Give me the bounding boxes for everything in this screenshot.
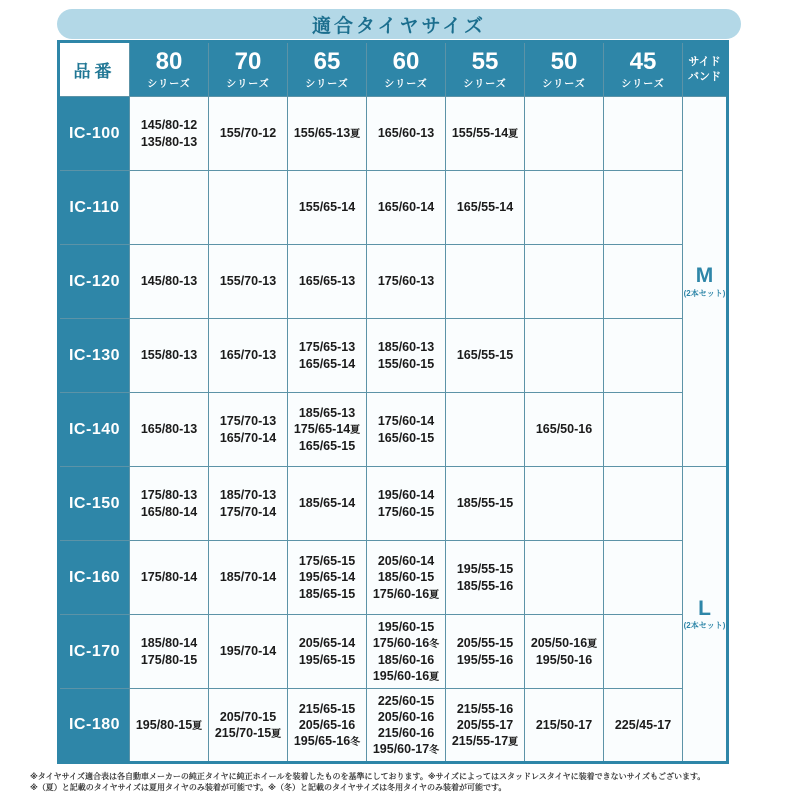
tire-size-cell xyxy=(367,541,446,615)
tire-size-cell xyxy=(446,393,525,467)
tire-size-cell xyxy=(367,319,446,393)
tire-size: 185/65-13 xyxy=(298,406,356,421)
tire-size-cell xyxy=(130,467,209,541)
table-body xyxy=(59,97,728,763)
tire-size-cell xyxy=(604,97,683,171)
season-mark: 夏 xyxy=(429,589,440,601)
tire-size: 195/55-16 xyxy=(456,652,514,667)
tire-size-table xyxy=(57,40,729,764)
series-number: 50 xyxy=(550,48,578,76)
tire-size-cell xyxy=(604,541,683,615)
footnote-line-2: ※（夏）と記載のタイヤサイズは夏用タイヤのみ装着が可能です。※（冬）と記載のタイヤサイズは冬用タイヤのみ装着が可能です。 xyxy=(30,783,507,793)
tire-size: 175/65-14夏 xyxy=(293,422,361,437)
tire-size-cell xyxy=(288,319,367,393)
tire-size-cell xyxy=(525,171,604,245)
tire-size: 165/55-15 xyxy=(456,348,514,363)
tire-size-cell xyxy=(288,467,367,541)
season-mark: 夏 xyxy=(587,639,598,651)
tire-size: 205/55-17 xyxy=(456,717,514,732)
tire-size: 205/60-16 xyxy=(377,709,435,724)
tire-size: 215/65-15 xyxy=(298,701,356,716)
column-header-45 xyxy=(604,42,683,97)
tire-size: 165/70-14 xyxy=(219,430,277,445)
tire-size: 195/65-15 xyxy=(298,652,356,667)
tire-size: 185/55-15 xyxy=(456,496,514,511)
tire-size-cell xyxy=(288,541,367,615)
tire-size-cell xyxy=(130,97,209,171)
tire-size-cell xyxy=(367,171,446,245)
tire-size-cell xyxy=(367,245,446,319)
part-number-ic-100: IC-100 xyxy=(59,97,130,171)
tire-size-cell xyxy=(604,689,683,763)
tire-size: 165/65-13 xyxy=(298,274,356,289)
tire-size-cell xyxy=(367,97,446,171)
table-row xyxy=(59,615,728,689)
tire-size-cell xyxy=(209,615,288,689)
tire-size: 205/70-15 xyxy=(219,709,277,724)
tire-size-cell xyxy=(288,97,367,171)
column-header-60 xyxy=(367,42,446,97)
part-number-ic-170: IC-170 xyxy=(59,615,130,689)
tire-size: 185/70-13 xyxy=(219,488,277,503)
tire-size: 185/65-15 xyxy=(298,586,356,601)
tire-size-cell xyxy=(209,541,288,615)
table-row xyxy=(59,689,728,763)
tire-size: 155/60-15 xyxy=(377,356,435,371)
tire-size-cell xyxy=(446,97,525,171)
tire-size-cell xyxy=(604,615,683,689)
series-number: 70 xyxy=(234,48,262,76)
tire-size: 195/50-16 xyxy=(535,652,593,667)
footnotes xyxy=(30,771,792,793)
header-row xyxy=(59,42,728,97)
table-header xyxy=(59,42,728,97)
tire-size: 175/60-14 xyxy=(377,414,435,429)
tire-size: 185/60-13 xyxy=(377,340,435,355)
part-number-ic-130: IC-130 xyxy=(59,319,130,393)
part-number-header: 品番 xyxy=(59,42,130,97)
tire-size-cell xyxy=(209,689,288,763)
tire-size-cell xyxy=(525,393,604,467)
series-number: 60 xyxy=(392,48,420,76)
tire-size: 215/70-15夏 xyxy=(214,726,282,740)
sideband-size-label: L xyxy=(698,596,711,620)
tire-size: 185/70-14 xyxy=(219,570,277,585)
tire-size: 195/55-15 xyxy=(456,562,514,577)
season-mark: 夏 xyxy=(271,729,282,740)
column-header-65 xyxy=(288,42,367,97)
tire-size: 225/45-17 xyxy=(614,717,672,732)
tire-size-cell xyxy=(288,393,367,467)
tire-size: 165/80-14 xyxy=(140,504,198,519)
tire-size-cell xyxy=(446,319,525,393)
table-row xyxy=(59,97,728,171)
series-label: シリーズ xyxy=(226,78,270,90)
tire-size: 165/50-16 xyxy=(535,422,593,437)
series-label: シリーズ xyxy=(542,78,586,90)
tire-size: 205/65-16 xyxy=(298,717,356,732)
tire-size-cell xyxy=(446,615,525,689)
tire-size-cell xyxy=(525,245,604,319)
tire-size: 175/80-13 xyxy=(140,488,198,503)
season-mark: 夏 xyxy=(350,425,361,437)
tire-size: 175/65-15 xyxy=(298,554,356,569)
tire-size: 215/55-16 xyxy=(456,701,514,716)
tire-size: 175/65-13 xyxy=(298,340,356,355)
tire-size-cell xyxy=(209,245,288,319)
part-number-ic-180: IC-180 xyxy=(59,689,130,763)
tire-size: 135/80-13 xyxy=(140,134,198,149)
tire-size: 185/55-16 xyxy=(456,578,514,593)
tire-size-cell xyxy=(209,97,288,171)
season-mark: 冬 xyxy=(429,639,440,651)
table-row xyxy=(59,541,728,615)
tire-size-cell xyxy=(446,467,525,541)
tire-size: 195/60-17冬 xyxy=(372,742,440,757)
series-number: 80 xyxy=(155,48,183,76)
part-number-ic-140: IC-140 xyxy=(59,393,130,467)
tire-size: 165/65-14 xyxy=(298,356,356,371)
sideband-header-line1: サイド xyxy=(688,56,721,69)
tire-size-cell xyxy=(446,171,525,245)
series-label: シリーズ xyxy=(384,78,428,90)
tire-size: 175/80-15 xyxy=(140,652,198,667)
tire-size-cell xyxy=(446,541,525,615)
tire-size-cell xyxy=(130,541,209,615)
sideband-header xyxy=(683,42,728,97)
tire-size: 195/70-14 xyxy=(219,644,277,659)
table-row xyxy=(59,467,728,541)
tire-size-cell xyxy=(209,393,288,467)
tire-size: 185/65-14 xyxy=(298,496,356,511)
tire-size: 215/55-17夏 xyxy=(451,734,519,749)
tire-size-cell xyxy=(367,467,446,541)
series-label: シリーズ xyxy=(147,78,191,90)
tire-size-cell xyxy=(604,171,683,245)
tire-size: 165/60-13 xyxy=(377,126,435,141)
tire-size-cell xyxy=(604,393,683,467)
sideband-l-cell xyxy=(683,467,728,763)
tire-size: 175/60-16冬 xyxy=(372,636,440,651)
tire-size: 175/70-13 xyxy=(219,414,277,429)
tire-size: 195/65-16冬 xyxy=(293,734,361,749)
tire-size-cell xyxy=(288,689,367,763)
tire-size: 205/50-16夏 xyxy=(530,636,598,651)
sideband-set-label: (2本セット) xyxy=(683,621,726,631)
tire-size: 225/60-15 xyxy=(377,693,435,708)
series-label: シリーズ xyxy=(463,78,507,90)
tire-size: 195/65-14 xyxy=(298,570,356,585)
tire-size-cell xyxy=(209,171,288,245)
column-header-55 xyxy=(446,42,525,97)
season-mark: 夏 xyxy=(508,737,519,749)
series-label: シリーズ xyxy=(621,78,665,90)
sideband-m-cell xyxy=(683,97,728,467)
tire-size-cell xyxy=(525,541,604,615)
tire-size-cell xyxy=(288,615,367,689)
tire-size-cell xyxy=(604,319,683,393)
tire-size: 155/80-13 xyxy=(140,348,198,363)
tire-size: 185/60-16 xyxy=(377,652,435,667)
tire-size-cell xyxy=(130,319,209,393)
tire-size: 175/60-16夏 xyxy=(372,586,440,601)
table-row xyxy=(59,171,728,245)
season-mark: 夏 xyxy=(192,720,203,732)
tire-size: 205/60-14 xyxy=(377,554,435,569)
tire-size-cell xyxy=(525,689,604,763)
tire-size-cell xyxy=(446,245,525,319)
tire-size: 195/60-14 xyxy=(377,488,435,503)
sideband-header-line2: バンド xyxy=(688,70,721,83)
tire-size: 165/60-15 xyxy=(377,430,435,445)
tire-size: 155/70-13 xyxy=(219,274,277,289)
season-mark: 夏 xyxy=(429,671,440,683)
tire-size-cell xyxy=(130,615,209,689)
tire-size-cell xyxy=(130,393,209,467)
column-header-80 xyxy=(130,42,209,97)
tire-size: 195/60-16夏 xyxy=(372,668,440,683)
tire-size: 165/65-15 xyxy=(298,438,356,453)
season-mark: 夏 xyxy=(508,129,519,141)
tire-size: 155/65-14 xyxy=(298,200,356,215)
tire-size: 205/65-14 xyxy=(298,636,356,651)
sideband-set-label: (2本セット) xyxy=(683,288,726,298)
part-number-ic-160: IC-160 xyxy=(59,541,130,615)
tire-size-cell xyxy=(525,319,604,393)
sideband-size-label: M xyxy=(695,264,714,288)
tire-size: 155/70-12 xyxy=(219,126,277,141)
table-title: 適合タイヤサイズ xyxy=(311,15,487,37)
table-row xyxy=(59,393,728,467)
tire-size-cell xyxy=(288,171,367,245)
tire-size-cell xyxy=(446,689,525,763)
column-header-50 xyxy=(525,42,604,97)
tire-size: 165/80-13 xyxy=(140,422,198,437)
tire-size: 165/60-14 xyxy=(377,200,435,215)
series-number: 55 xyxy=(471,48,499,76)
tire-size-cell xyxy=(130,245,209,319)
tire-size: 165/55-14 xyxy=(456,200,514,215)
series-label: シリーズ xyxy=(305,78,349,90)
series-number: 45 xyxy=(629,48,657,76)
tire-size: 195/60-15 xyxy=(377,620,435,634)
table-title-bar xyxy=(57,9,741,39)
tire-size-cell xyxy=(367,689,446,763)
tire-size: 155/65-13夏 xyxy=(293,126,361,141)
tire-size-cell xyxy=(130,171,209,245)
tire-size: 175/80-14 xyxy=(140,570,198,585)
tire-size-cell xyxy=(525,615,604,689)
tire-size-cell xyxy=(367,393,446,467)
tire-size-cell xyxy=(604,245,683,319)
tire-size: 145/80-13 xyxy=(140,274,198,289)
tire-size-cell xyxy=(130,689,209,763)
tire-size-cell xyxy=(525,97,604,171)
tire-size: 175/60-15 xyxy=(377,504,435,519)
tire-size-cell xyxy=(367,615,446,689)
tire-size: 185/80-14 xyxy=(140,636,198,651)
tire-size: 185/60-15 xyxy=(377,570,435,585)
footnote-line-1: ※タイヤサイズ適合表は各自動車メーカーの純正タイヤに純正ホイールを装着したものを基準にしております。※サイズによってはスタッドレスタイヤに装着できないサイズもございます。 xyxy=(30,772,706,781)
season-mark: 夏 xyxy=(350,129,361,141)
column-header-70 xyxy=(209,42,288,97)
part-number-ic-110: IC-110 xyxy=(59,171,130,245)
table-row xyxy=(59,245,728,319)
tire-size-cell xyxy=(604,467,683,541)
tire-size-cell xyxy=(288,245,367,319)
tire-size: 155/55-14夏 xyxy=(451,126,519,141)
season-mark: 冬 xyxy=(350,737,361,749)
part-number-ic-120: IC-120 xyxy=(59,245,130,319)
tire-size: 215/60-16 xyxy=(377,726,435,740)
tire-size-cell xyxy=(209,467,288,541)
tire-size-cell xyxy=(525,467,604,541)
tire-size-cell xyxy=(209,319,288,393)
tire-size: 165/70-13 xyxy=(219,348,277,363)
tire-size: 175/60-13 xyxy=(377,274,435,289)
tire-size: 145/80-12 xyxy=(140,118,198,133)
tire-size: 195/80-15夏 xyxy=(135,717,203,732)
part-number-ic-150: IC-150 xyxy=(59,467,130,541)
season-mark: 冬 xyxy=(429,745,440,757)
tire-size: 205/55-15 xyxy=(456,636,514,651)
table-row xyxy=(59,319,728,393)
tire-size: 175/70-14 xyxy=(219,504,277,519)
series-number: 65 xyxy=(313,48,341,76)
tire-size: 215/50-17 xyxy=(535,717,593,732)
